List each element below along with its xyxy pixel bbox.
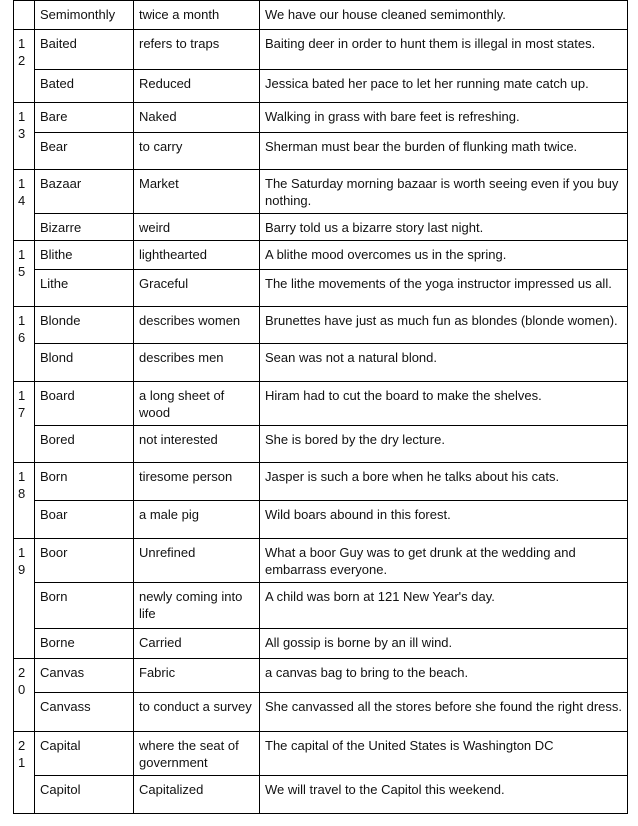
table-row: [14, 539, 628, 583]
example-cell: We have our house cleaned semimonthly.: [260, 1, 628, 30]
table-row: [14, 659, 628, 693]
word-cell: Boar: [35, 501, 134, 539]
example-cell: Walking in grass with bare feet is refreshing.: [260, 103, 628, 133]
homophones-table-body: [14, 1, 628, 814]
table-row: [14, 30, 628, 70]
table-row: [14, 307, 628, 344]
meaning-cell: Market: [134, 170, 260, 214]
group-number-cell: 17: [14, 382, 35, 463]
meaning-cell: Naked: [134, 103, 260, 133]
word-cell: Born: [35, 463, 134, 501]
table-row: [14, 344, 628, 382]
table-row: [14, 776, 628, 814]
meaning-cell: Capitalized: [134, 776, 260, 814]
table-row: [14, 270, 628, 307]
meaning-cell: not interested: [134, 426, 260, 463]
table-row: [14, 629, 628, 659]
group-number-cell: 16: [14, 307, 35, 382]
word-cell: Boor: [35, 539, 134, 583]
word-cell: Canvass: [35, 693, 134, 732]
meaning-cell: tiresome person: [134, 463, 260, 501]
example-cell: Hiram had to cut the board to make the shelves.: [260, 382, 628, 426]
example-cell: A blithe mood overcomes us in the spring.: [260, 241, 628, 270]
meaning-cell: Unrefined: [134, 539, 260, 583]
word-cell: Bazaar: [35, 170, 134, 214]
meaning-cell: to carry: [134, 133, 260, 170]
word-cell: Born: [35, 583, 134, 629]
group-number-cell: 18: [14, 463, 35, 539]
meaning-cell: lighthearted: [134, 241, 260, 270]
meaning-cell: describes men: [134, 344, 260, 382]
group-number-cell: 14: [14, 170, 35, 241]
example-cell: Jessica bated her pace to let her running mate catch up.: [260, 70, 628, 103]
example-cell: The Saturday morning bazaar is worth seeing even if you buy nothing.: [260, 170, 628, 214]
example-cell: Sherman must bear the burden of flunking math twice.: [260, 133, 628, 170]
word-cell: Blonde: [35, 307, 134, 344]
word-cell: Bizarre: [35, 214, 134, 241]
group-number-cell: 12: [14, 30, 35, 103]
table-row: [14, 103, 628, 133]
table-row: [14, 241, 628, 270]
example-cell: What a boor Guy was to get drunk at the wedding and embarrass everyone.: [260, 539, 628, 583]
meaning-cell: Reduced: [134, 70, 260, 103]
example-cell: All gossip is borne by an ill wind.: [260, 629, 628, 659]
meaning-cell: describes women: [134, 307, 260, 344]
meaning-cell: refers to traps: [134, 30, 260, 70]
example-cell: Jasper is such a bore when he talks about his cats.: [260, 463, 628, 501]
word-cell: Blond: [35, 344, 134, 382]
example-cell: Sean was not a natural blond.: [260, 344, 628, 382]
table-row: [14, 133, 628, 170]
example-cell: A child was born at 121 New Year's day.: [260, 583, 628, 629]
table-row: [14, 501, 628, 539]
group-number-cell: 20: [14, 659, 35, 732]
meaning-cell: weird: [134, 214, 260, 241]
example-cell: She is bored by the dry lecture.: [260, 426, 628, 463]
table-row: [14, 1, 628, 30]
table-row: [14, 732, 628, 776]
meaning-cell: twice a month: [134, 1, 260, 30]
word-cell: Bored: [35, 426, 134, 463]
group-number-cell: 13: [14, 103, 35, 170]
table-row: [14, 170, 628, 214]
group-number-cell: 15: [14, 241, 35, 307]
meaning-cell: Carried: [134, 629, 260, 659]
word-cell: Board: [35, 382, 134, 426]
word-cell: Bated: [35, 70, 134, 103]
table-row: [14, 583, 628, 629]
word-cell: Lithe: [35, 270, 134, 307]
word-cell: Bare: [35, 103, 134, 133]
word-cell: Canvas: [35, 659, 134, 693]
meaning-cell: to conduct a survey: [134, 693, 260, 732]
meaning-cell: newly coming into life: [134, 583, 260, 629]
example-cell: Brunettes have just as much fun as blondes (blonde women).: [260, 307, 628, 344]
table-row: [14, 463, 628, 501]
word-cell: Semimonthly: [35, 1, 134, 30]
table-row: [14, 693, 628, 732]
word-cell: Bear: [35, 133, 134, 170]
homophones-table: [13, 0, 628, 814]
meaning-cell: Fabric: [134, 659, 260, 693]
group-number-cell: [14, 1, 35, 30]
table-row: [14, 426, 628, 463]
group-number-cell: 19: [14, 539, 35, 659]
word-cell: Baited: [35, 30, 134, 70]
table-row: [14, 214, 628, 241]
example-cell: a canvas bag to bring to the beach.: [260, 659, 628, 693]
word-cell: Capitol: [35, 776, 134, 814]
meaning-cell: a male pig: [134, 501, 260, 539]
table-row: [14, 382, 628, 426]
example-cell: We will travel to the Capitol this weekend.: [260, 776, 628, 814]
meaning-cell: Graceful: [134, 270, 260, 307]
word-cell: Borne: [35, 629, 134, 659]
example-cell: The capital of the United States is Washington DC: [260, 732, 628, 776]
meaning-cell: where the seat of government: [134, 732, 260, 776]
example-cell: Baiting deer in order to hunt them is illegal in most states.: [260, 30, 628, 70]
example-cell: The lithe movements of the yoga instructor impressed us all.: [260, 270, 628, 307]
example-cell: Barry told us a bizarre story last night.: [260, 214, 628, 241]
meaning-cell: a long sheet of wood: [134, 382, 260, 426]
example-cell: She canvassed all the stores before she found the right dress.: [260, 693, 628, 732]
word-cell: Capital: [35, 732, 134, 776]
group-number-cell: 21: [14, 732, 35, 814]
example-cell: Wild boars abound in this forest.: [260, 501, 628, 539]
table-row: [14, 70, 628, 103]
word-cell: Blithe: [35, 241, 134, 270]
